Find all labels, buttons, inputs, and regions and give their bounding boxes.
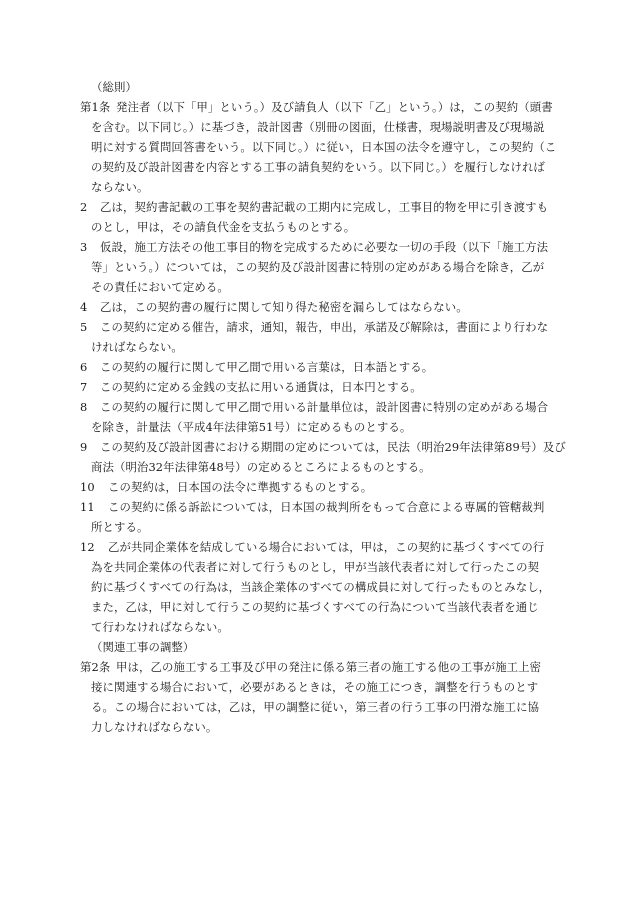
paragraph-12-line-1: [80, 537, 590, 557]
paragraph-number: 6: [80, 360, 88, 374]
line-text: 力しなければならない。: [91, 720, 218, 734]
paragraph-3-line-1: [80, 237, 590, 257]
article-1-line-4: [80, 157, 590, 177]
line-text: この契約に定める金銭の支払に用いる通貨は，日本円とする。: [100, 380, 422, 394]
line-text: 接に関連する場合において，必要があるときは，その施工につき，調整を行うものとす: [91, 680, 539, 694]
line-text: 乙は，この契約書の履行に関して知り得た秘密を漏らしてはならない。: [100, 300, 468, 314]
paragraph-9-line-1: [80, 437, 590, 457]
paragraph-2-line-1: [80, 197, 590, 217]
line-text: また，乙は，甲に対して行うこの契約に基づくすべての行為について当該代表者を通じ: [91, 600, 539, 614]
line-text: を含む。以下同じ。）に基づき，設計図書（別冊の図面，仕様書，現場説明書及び現場説: [91, 120, 545, 134]
paragraph-11-line-2: [80, 517, 590, 537]
line-text: この契約の履行に関して甲乙間で用いる言葉は，日本語とする。: [100, 360, 434, 374]
article-1-line-2: [80, 117, 590, 137]
line-text: 約に基づくすべての行為は，当該企業体のすべての構成員に対して行ったものとみなし，: [91, 580, 551, 594]
paragraph-9-line-2: [80, 457, 590, 477]
line-text: この契約に定める催告，請求，通知，報告，申出，承諾及び解除は，書面により行わな: [100, 320, 549, 334]
paragraph-3-line-2: [80, 257, 590, 277]
paragraph-11-line-1: [80, 497, 590, 517]
section-heading-related-work: [80, 637, 590, 657]
line-text: ければならない。: [91, 340, 183, 354]
article-1-line-1: [80, 97, 590, 117]
line-text: のとし，甲は，その請負代金を支払うものとする。: [91, 220, 356, 234]
line-text: て行わなければならない。: [91, 620, 229, 634]
article-label: 第1条: [80, 100, 111, 114]
article-2-line-4: [80, 717, 590, 737]
line-text: ならない。: [91, 180, 149, 194]
line-text: 明に対する質問回答書をいう。以下同じ。）に従い，日本国の法令を遵守し，この契約（こ: [91, 140, 557, 154]
paragraph-6-line-1: [80, 357, 590, 377]
line-text: この契約は，日本国の法令に準拠するものとする。: [108, 480, 373, 494]
paragraph-2-line-2: [80, 217, 590, 237]
paragraph-number: 2: [80, 200, 88, 214]
paragraph-number: 8: [80, 400, 88, 414]
paragraph-7-line-1: [80, 377, 590, 397]
line-text: 所とする。: [91, 520, 149, 534]
line-text: この契約の履行に関して甲乙間で用いる計量単位は，設計図書に特別の定めがある場合: [100, 400, 549, 414]
line-text: 発注者（以下「甲」という。）及び請負人（以下「乙」という。）は，この契約（頭書: [116, 100, 553, 114]
section-heading-general: [80, 77, 590, 97]
paragraph-10-line-1: [80, 477, 590, 497]
line-text: 乙は，契約書記載の工事を契約書記載の工期内に完成し，工事目的物を甲に引き渡すも: [100, 200, 549, 214]
article-2-line-1: [80, 657, 590, 677]
paragraph-12-line-2: [80, 557, 590, 577]
paragraph-number: 9: [80, 440, 88, 454]
line-text: 甲は，乙の施工する工事及び甲の発注に係る第三者の施工する他の工事が施工上密: [116, 660, 542, 674]
article-1-line-3: [80, 137, 590, 157]
paragraph-5-line-2: [80, 337, 590, 357]
paragraph-number: 4: [80, 300, 88, 314]
paragraph-number: 10: [80, 480, 95, 494]
paragraph-12-line-5: [80, 617, 590, 637]
paragraph-8-line-2: [80, 417, 590, 437]
heading-text: （総則）: [91, 80, 137, 94]
paragraph-number: 3: [80, 240, 88, 254]
paragraph-4-line-1: [80, 297, 590, 317]
line-text: 仮設，施工方法その他工事目的物を完成するために必要な一切の手段（以下「施工方法: [100, 240, 549, 254]
line-text: 為を共同企業体の代表者に対して行うものとし，甲が当該代表者に対して行ったこの契: [91, 560, 540, 574]
paragraph-12-line-4: [80, 597, 590, 617]
line-text: 等」という。）については，この契約及び設計図書に特別の定めがある場合を除き，乙が: [91, 260, 545, 274]
paragraph-number: 11: [80, 500, 95, 514]
paragraph-5-line-1: [80, 317, 590, 337]
paragraph-number: 7: [80, 380, 88, 394]
line-text: 商法（明治32年法律第48号）の定めるところによるものとする。: [91, 460, 431, 474]
article-2-line-3: [80, 697, 590, 717]
line-text: この契約に係る訴訟については，日本国の裁判所をもって合意による専属的管轄裁判: [108, 500, 545, 514]
paragraph-number: 5: [80, 320, 88, 334]
paragraph-number: 12: [80, 540, 95, 554]
paragraph-3-line-3: [80, 277, 590, 297]
line-text: の契約及び設計図書を内容とする工事の請負契約をいう。以下同じ。）を履行しなければ: [91, 160, 545, 174]
article-label: 第2条: [80, 660, 111, 674]
line-text: その責任において定める。: [91, 280, 229, 294]
article-1-line-5: [80, 177, 590, 197]
paragraph-8-line-1: [80, 397, 590, 417]
line-text: を除き，計量法（平成4年法律第51号）に定めるものとする。: [91, 420, 412, 434]
article-2-line-2: [80, 677, 590, 697]
line-text: この契約及び設計図書における期間の定めについては，民法（明治29年法律第89号）及び: [100, 440, 566, 454]
heading-text: （関連工事の調整）: [91, 640, 195, 654]
line-text: る。この場合においては，乙は，甲の調整に従い，第三者の行う工事の円滑な施工に協: [91, 700, 540, 714]
line-text: 乙が共同企業体を結成している場合においては，甲は，この契約に基づくすべての行: [108, 540, 545, 554]
paragraph-12-line-3: [80, 577, 590, 597]
